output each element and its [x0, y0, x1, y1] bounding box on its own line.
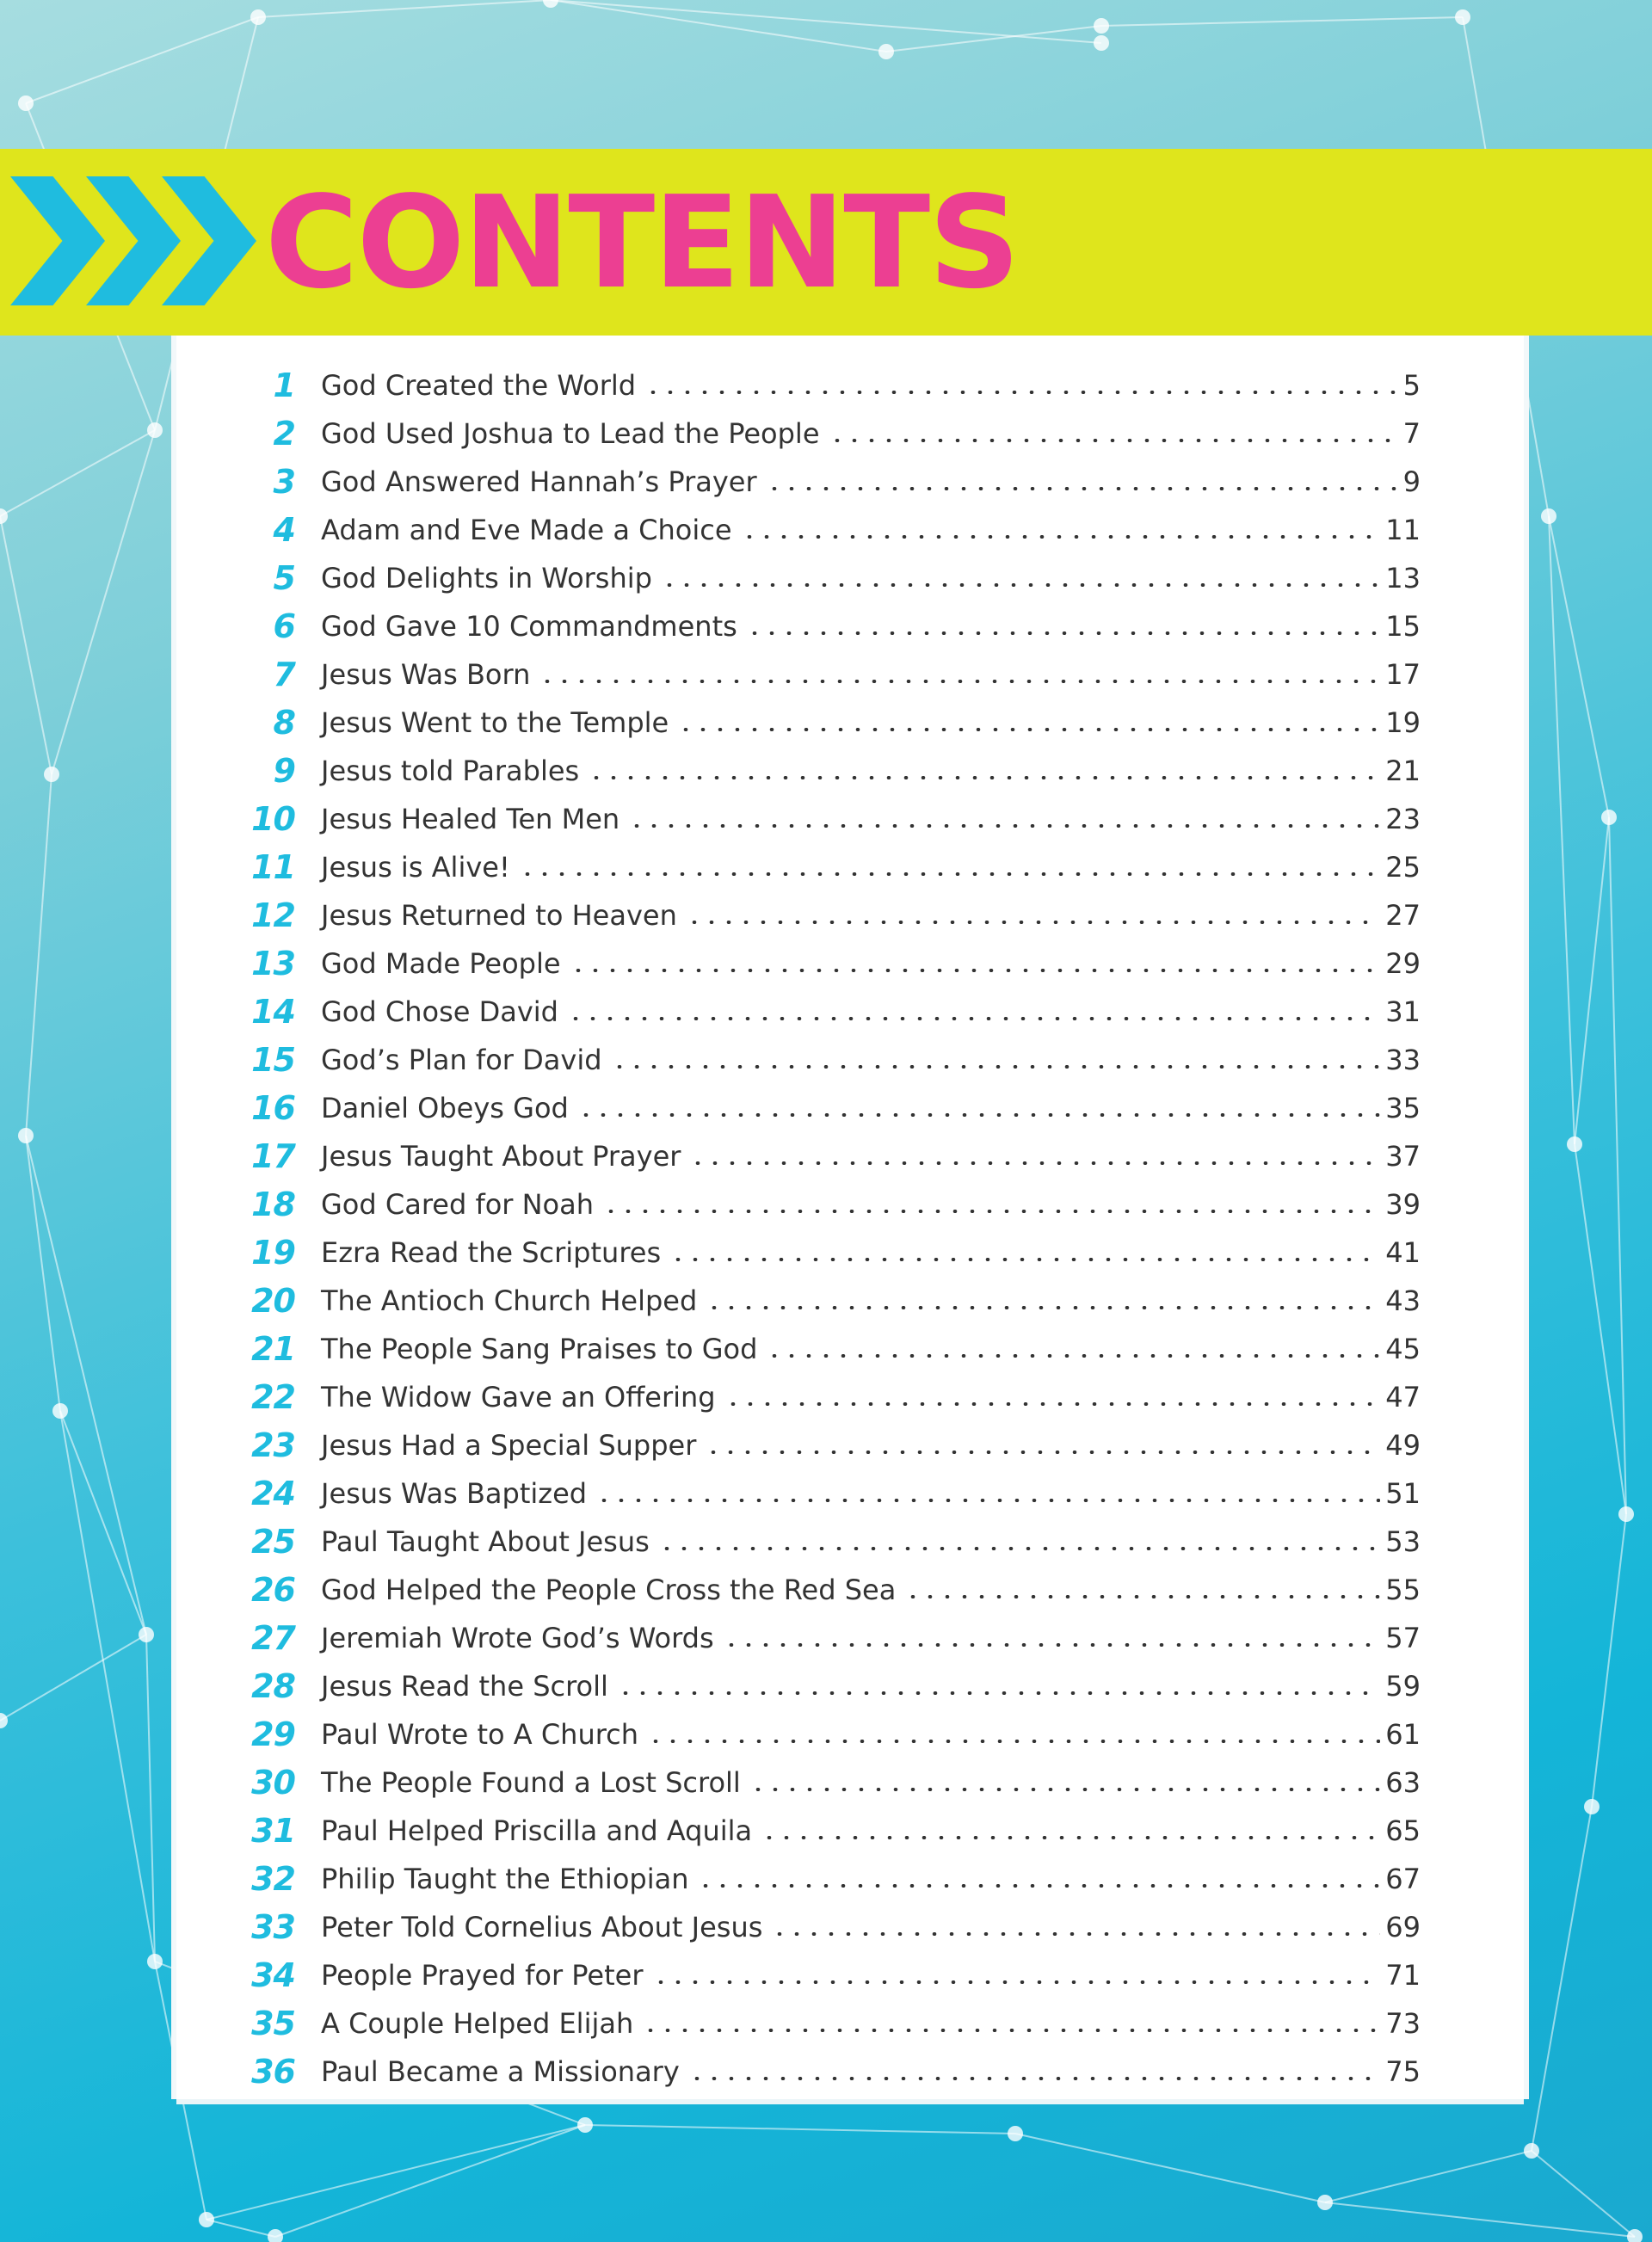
dot-leader — [577, 1113, 1380, 1117]
network-line — [1532, 1807, 1592, 2151]
toc-entry-body — [321, 2055, 1524, 2088]
toc-list — [176, 336, 1524, 2099]
network-node — [1618, 1506, 1634, 1522]
dot-leader — [724, 1402, 1381, 1406]
lesson-title: God Used Joshua to Lead the People — [321, 417, 820, 450]
toc-entry[interactable] — [176, 1084, 1524, 1132]
lesson-number: 30 — [251, 1764, 295, 1802]
toc-entry-body — [321, 995, 1524, 1028]
network-line — [52, 430, 155, 774]
network-line — [1575, 817, 1609, 1144]
network-node — [878, 44, 894, 59]
dot-leader — [652, 1980, 1381, 1984]
lesson-number: 23 — [251, 1426, 295, 1464]
dot-leader — [766, 1354, 1380, 1358]
network-line — [26, 17, 258, 103]
network-node — [543, 0, 558, 8]
toc-entry[interactable] — [176, 554, 1524, 602]
lesson-number: 14 — [251, 993, 295, 1031]
toc-entry[interactable] — [176, 1421, 1524, 1469]
toc-entry-body — [321, 417, 1524, 450]
toc-entry[interactable] — [176, 602, 1524, 650]
dot-leader — [904, 1595, 1380, 1598]
network-line — [0, 430, 155, 516]
page-number: 5 — [1402, 369, 1421, 402]
network-node — [1627, 2229, 1643, 2242]
toc-entry[interactable] — [176, 506, 1524, 554]
toc-entry[interactable] — [176, 458, 1524, 506]
network-node — [1584, 1799, 1600, 1814]
lesson-number: 17 — [251, 1137, 295, 1175]
page-number: 29 — [1385, 947, 1421, 980]
toc-entry[interactable] — [176, 988, 1524, 1036]
lesson-number: 35 — [251, 2005, 295, 2042]
contents-banner — [0, 149, 1652, 336]
lesson-title: God Chose David — [321, 995, 558, 1028]
toc-entry[interactable] — [176, 1758, 1524, 1807]
network-line — [1325, 2151, 1532, 2202]
lesson-title: Jesus Taught About Prayer — [321, 1140, 681, 1173]
page-number: 33 — [1385, 1044, 1421, 1076]
lesson-title: God Made People — [321, 947, 561, 980]
network-node — [1317, 2195, 1333, 2210]
toc-entry-body — [321, 2007, 1524, 2040]
toc-entry[interactable] — [176, 1325, 1524, 1373]
network-line — [1325, 2202, 1635, 2237]
toc-entry-body — [321, 1284, 1524, 1317]
toc-entry-body — [321, 610, 1524, 643]
toc-entry[interactable] — [176, 891, 1524, 939]
dot-leader — [617, 1691, 1380, 1695]
lesson-title: God Delights in Worship — [321, 562, 652, 594]
toc-entry[interactable] — [176, 1903, 1524, 1951]
toc-entry-body — [321, 1766, 1524, 1799]
page-number: 59 — [1385, 1670, 1421, 1703]
toc-entry-body — [321, 1381, 1524, 1414]
toc-entry-body — [321, 947, 1524, 980]
lesson-number: 33 — [251, 1908, 295, 1946]
page-number: 63 — [1385, 1766, 1421, 1799]
page-number: 15 — [1385, 610, 1421, 643]
network-line — [0, 1635, 146, 1721]
toc-entry[interactable] — [176, 410, 1524, 458]
toc-entry-body — [321, 562, 1524, 594]
lesson-title: Jesus Was Baptized — [321, 1477, 588, 1510]
toc-entry[interactable] — [176, 843, 1524, 891]
lesson-title: Jesus told Parables — [321, 755, 580, 787]
network-line — [0, 516, 52, 774]
dot-leader — [705, 1451, 1380, 1454]
lesson-title: God Cared for Noah — [321, 1188, 595, 1221]
network-line — [206, 2220, 275, 2237]
lesson-title: Paul Became a Missionary — [321, 2055, 680, 2088]
lesson-number: 25 — [251, 1523, 295, 1561]
dot-leader — [628, 824, 1380, 828]
page-number: 25 — [1385, 851, 1421, 884]
lesson-title: God Answered Hannah’s Prayer — [321, 465, 757, 498]
toc-entry[interactable] — [176, 1710, 1524, 1758]
lesson-number: 8 — [273, 704, 295, 742]
lesson-title: Jesus Went to the Temple — [321, 706, 669, 739]
toc-entry-body — [321, 1814, 1524, 1847]
network-line — [60, 1411, 155, 1962]
page-number: 45 — [1385, 1333, 1421, 1365]
lesson-title: Jesus Returned to Heaven — [321, 899, 677, 932]
lesson-title: Jesus Healed Ten Men — [321, 803, 620, 835]
lesson-title: God Helped the People Cross the Red Sea — [321, 1574, 897, 1606]
dot-leader — [746, 631, 1381, 635]
page-number: 75 — [1385, 2055, 1421, 2088]
network-line — [1549, 516, 1609, 817]
page-number: 55 — [1385, 1574, 1421, 1606]
dot-leader — [749, 1788, 1380, 1791]
toc-entry[interactable] — [176, 361, 1524, 410]
lesson-title: Paul Wrote to A Church — [321, 1718, 639, 1751]
lesson-title: People Prayed for Peter — [321, 1959, 644, 1992]
dot-leader — [829, 439, 1398, 442]
lesson-number: 7 — [273, 656, 295, 693]
network-node — [577, 2117, 593, 2133]
page-number: 41 — [1385, 1236, 1421, 1269]
lesson-number: 31 — [251, 1812, 295, 1850]
lesson-number: 4 — [273, 511, 295, 549]
toc-entry[interactable] — [176, 1229, 1524, 1277]
toc-entry-body — [321, 658, 1524, 691]
page-number: 7 — [1402, 417, 1421, 450]
lesson-title: God Created the World — [321, 369, 637, 402]
toc-entry[interactable] — [176, 1180, 1524, 1229]
toc-entry[interactable] — [176, 1662, 1524, 1710]
toc-entry-body — [321, 1140, 1524, 1173]
lesson-title: God’s Plan for David — [321, 1044, 602, 1076]
toc-entry-body — [321, 1959, 1524, 1992]
toc-entry[interactable] — [176, 1277, 1524, 1325]
toc-entry-body — [321, 514, 1524, 546]
dot-leader — [741, 535, 1381, 539]
lesson-number: 15 — [251, 1041, 295, 1079]
toc-entry-body — [321, 1525, 1524, 1558]
toc-entry-body — [321, 369, 1524, 402]
toc-entry-body — [321, 851, 1524, 884]
page-number: 43 — [1385, 1284, 1421, 1317]
page-number: 57 — [1385, 1622, 1421, 1654]
lesson-title: Ezra Read the Scriptures — [321, 1236, 662, 1269]
page-number: 61 — [1385, 1718, 1421, 1751]
toc-entry-body — [321, 1188, 1524, 1221]
toc-entry[interactable] — [176, 1036, 1524, 1084]
lesson-number: 9 — [273, 752, 295, 790]
lesson-number: 28 — [251, 1667, 295, 1705]
toc-entry-body — [321, 1911, 1524, 1943]
dot-leader — [567, 1017, 1380, 1020]
page-number: 9 — [1402, 465, 1421, 498]
network-node — [1008, 2126, 1023, 2141]
page-number: 23 — [1385, 803, 1421, 835]
lesson-title: Jesus Read the Scroll — [321, 1670, 608, 1703]
toc-entry-body — [321, 1044, 1524, 1076]
page-number: 39 — [1385, 1188, 1421, 1221]
toc-entry[interactable] — [176, 1566, 1524, 1614]
dot-leader — [661, 583, 1380, 587]
toc-entry[interactable] — [176, 699, 1524, 747]
dot-leader — [644, 391, 1398, 394]
page-number: 37 — [1385, 1140, 1421, 1173]
lesson-title: The People Sang Praises to God — [321, 1333, 758, 1365]
toc-entry[interactable] — [176, 1469, 1524, 1518]
dot-leader — [669, 1258, 1380, 1261]
toc-entry-body — [321, 755, 1524, 787]
lesson-title: The People Found a Lost Scroll — [321, 1766, 741, 1799]
toc-entry[interactable] — [176, 2048, 1524, 2096]
toc-entry[interactable] — [176, 795, 1524, 843]
toc-entry-body — [321, 1092, 1524, 1124]
lesson-number: 27 — [251, 1619, 295, 1657]
network-node — [147, 422, 163, 438]
lesson-number: 29 — [251, 1715, 295, 1753]
network-line — [1592, 1514, 1626, 1807]
toc-entry[interactable] — [176, 747, 1524, 795]
dot-leader — [611, 1065, 1381, 1069]
toc-entry[interactable] — [176, 1951, 1524, 1999]
network-node — [18, 1128, 34, 1143]
toc-entry-body — [321, 1236, 1524, 1269]
lesson-title: Philip Taught the Ethiopian — [321, 1863, 689, 1895]
lesson-title: Daniel Obeys God — [321, 1092, 569, 1124]
lesson-title: Paul Taught About Jesus — [321, 1525, 650, 1558]
dot-leader — [588, 776, 1380, 779]
network-line — [275, 2125, 585, 2237]
lesson-title: Jeremiah Wrote God’s Words — [321, 1622, 714, 1654]
network-node — [52, 1403, 68, 1419]
network-line — [258, 0, 551, 17]
lesson-number: 32 — [251, 1860, 295, 1898]
page-number: 51 — [1385, 1477, 1421, 1510]
network-node — [1567, 1136, 1582, 1152]
toc-entry-body — [321, 706, 1524, 739]
dot-leader — [647, 1740, 1380, 1743]
network-node — [1455, 9, 1470, 25]
toc-entry-body — [321, 1718, 1524, 1751]
lesson-number: 21 — [251, 1330, 295, 1368]
toc-entry-body — [321, 1670, 1524, 1703]
dot-leader — [570, 969, 1381, 972]
toc-entry-body — [321, 465, 1524, 498]
network-line — [886, 26, 1101, 52]
dot-leader — [539, 680, 1380, 683]
network-node — [139, 1627, 154, 1642]
lesson-number: 2 — [273, 415, 295, 453]
network-node — [268, 2229, 283, 2242]
toc-entry[interactable] — [176, 1807, 1524, 1855]
dot-leader — [706, 1306, 1380, 1309]
toc-entry-body — [321, 1477, 1524, 1510]
network-node — [1094, 35, 1109, 51]
page-number: 71 — [1385, 1959, 1421, 1992]
page-number: 11 — [1385, 514, 1421, 546]
network-node — [1524, 2143, 1539, 2159]
dot-leader — [697, 1884, 1380, 1888]
page-number: 27 — [1385, 899, 1421, 932]
network-line — [146, 1635, 155, 1962]
lesson-number: 16 — [251, 1089, 295, 1127]
network-node — [147, 1954, 163, 1969]
page-number: 53 — [1385, 1525, 1421, 1558]
lesson-title: Paul Helped Priscilla and Aquila — [321, 1814, 753, 1847]
network-line — [1549, 516, 1575, 1144]
network-node — [199, 2212, 214, 2227]
contents-panel — [176, 336, 1524, 2099]
page-number: 17 — [1385, 658, 1421, 691]
lesson-number: 26 — [251, 1571, 295, 1609]
lesson-number: 13 — [251, 945, 295, 982]
lesson-number: 20 — [251, 1282, 295, 1320]
dot-leader — [688, 2077, 1381, 2080]
lesson-title: Peter Told Cornelius About Jesus — [321, 1911, 763, 1943]
network-line — [1015, 2134, 1325, 2202]
network-line — [1532, 2151, 1635, 2237]
page-number: 69 — [1385, 1911, 1421, 1943]
lesson-number: 24 — [251, 1475, 295, 1512]
toc-entry-body — [321, 1863, 1524, 1895]
dot-leader — [602, 1210, 1380, 1213]
lesson-title: Jesus Was Born — [321, 658, 531, 691]
network-node — [1541, 508, 1556, 524]
lesson-title: God Gave 10 Commandments — [321, 610, 737, 643]
dot-leader — [519, 872, 1381, 876]
lesson-title: A Couple Helped Elijah — [321, 2007, 634, 2040]
toc-entry-body — [321, 1333, 1524, 1365]
toc-entry[interactable] — [176, 1132, 1524, 1180]
dot-leader — [658, 1547, 1380, 1550]
network-node — [1094, 18, 1109, 34]
page-number: 47 — [1385, 1381, 1421, 1414]
network-line — [26, 774, 52, 1136]
network-node — [250, 9, 266, 25]
dot-leader — [677, 728, 1380, 731]
network-node — [18, 95, 34, 111]
dot-leader — [723, 1643, 1381, 1647]
toc-entry[interactable] — [176, 1855, 1524, 1903]
page-number: 65 — [1385, 1814, 1421, 1847]
lesson-number: 1 — [273, 366, 295, 404]
toc-entry[interactable] — [176, 1518, 1524, 1566]
network-node — [0, 508, 8, 524]
dot-leader — [595, 1499, 1380, 1502]
network-line — [60, 1411, 146, 1635]
page-number: 67 — [1385, 1863, 1421, 1895]
lesson-title: Adam and Eve Made a Choice — [321, 514, 732, 546]
lesson-number: 36 — [251, 2053, 295, 2091]
dot-leader — [642, 2029, 1380, 2032]
dot-leader — [771, 1932, 1380, 1936]
dot-leader — [689, 1161, 1380, 1165]
toc-entry-body — [321, 803, 1524, 835]
page-number: 21 — [1385, 755, 1421, 787]
toc-entry[interactable] — [176, 650, 1524, 699]
dot-leader — [686, 921, 1380, 924]
network-line — [26, 1136, 60, 1411]
network-line — [206, 2125, 585, 2220]
lesson-title: The Antioch Church Helped — [321, 1284, 698, 1317]
page-number: 49 — [1385, 1429, 1421, 1462]
network-node — [0, 1713, 8, 1728]
lesson-number: 6 — [273, 607, 295, 645]
lesson-number: 11 — [251, 848, 295, 886]
toc-entry[interactable] — [176, 1373, 1524, 1421]
lesson-number: 34 — [251, 1956, 295, 1994]
lesson-title: Jesus Had a Special Supper — [321, 1429, 697, 1462]
toc-entry-body — [321, 1622, 1524, 1654]
page-number: 31 — [1385, 995, 1421, 1028]
network-node — [44, 767, 59, 782]
lesson-title: The Widow Gave an Offering — [321, 1381, 716, 1414]
lesson-number: 3 — [273, 463, 295, 501]
chevron-right-icon — [10, 176, 105, 305]
page-number: 73 — [1385, 2007, 1421, 2040]
lesson-number: 10 — [251, 800, 295, 838]
page-number: 19 — [1385, 706, 1421, 739]
lesson-number: 22 — [251, 1378, 295, 1416]
dot-leader — [761, 1836, 1380, 1839]
toc-entry-body — [321, 899, 1524, 932]
lesson-number: 19 — [251, 1234, 295, 1272]
lesson-title: Jesus is Alive! — [321, 851, 510, 884]
lesson-number: 12 — [251, 896, 295, 934]
page-number: 35 — [1385, 1092, 1421, 1124]
toc-entry-body — [321, 1429, 1524, 1462]
toc-entry[interactable] — [176, 1614, 1524, 1662]
network-line — [551, 0, 1101, 43]
network-line — [551, 0, 886, 52]
toc-entry-body — [321, 1574, 1524, 1606]
network-node — [1601, 810, 1617, 825]
toc-entry[interactable] — [176, 1999, 1524, 2048]
page-title: CONTENTS — [265, 169, 1019, 317]
network-line — [1101, 17, 1463, 26]
lesson-number: 18 — [251, 1186, 295, 1223]
page-number: 13 — [1385, 562, 1421, 594]
toc-entry[interactable] — [176, 939, 1524, 988]
network-line — [585, 2125, 1015, 2134]
lesson-number: 5 — [273, 559, 295, 597]
dot-leader — [766, 487, 1398, 490]
